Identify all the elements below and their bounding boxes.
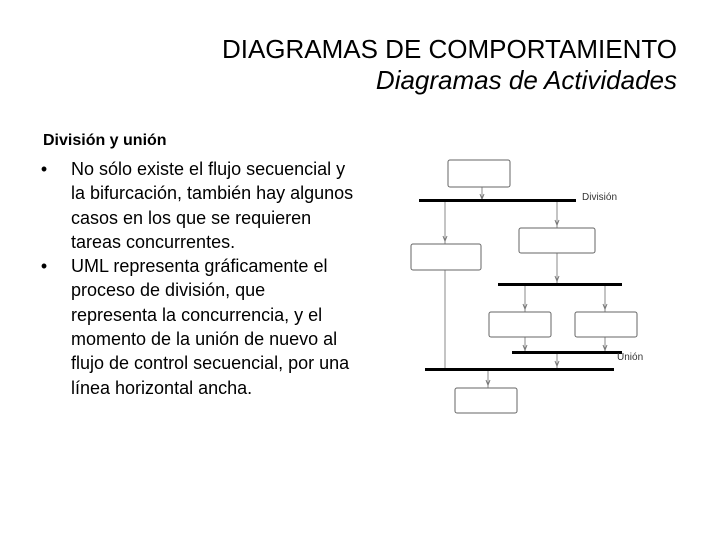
join-bar-secondary xyxy=(512,351,622,354)
activity-node-1 xyxy=(448,160,510,187)
join-bar xyxy=(425,368,614,371)
activity-node-6 xyxy=(455,388,517,413)
bullet-list xyxy=(34,157,354,400)
bullet-icon: • xyxy=(40,159,48,179)
activity-node-2 xyxy=(411,244,481,270)
bullet-text-1: No sólo existe el flujo secuencial y la bifurcación, también hay algunos casos en los que se requieren tareas concurrentes. xyxy=(71,159,354,252)
fork-label: División xyxy=(582,192,618,203)
section-heading: División y unión xyxy=(43,132,167,149)
bullet-item-2 xyxy=(34,254,354,400)
fork-bar-secondary xyxy=(498,283,622,286)
activity-node-4 xyxy=(489,312,551,337)
join-label: Unión xyxy=(617,352,644,363)
slide-title xyxy=(222,34,677,96)
bullet-icon: • xyxy=(40,256,48,277)
activity-node-5 xyxy=(575,312,637,337)
bullet-text-2: UML representa gráficamente el proceso de división, que representa la concurrencia, y el momento de la unión de nuevo al flujo de control secuencial, por una línea horizontal ancha. xyxy=(71,256,350,398)
title-line-1: DIAGRAMAS DE COMPORTAMIENTO xyxy=(221,34,677,64)
activity-diagram-svg xyxy=(395,150,665,420)
activity-node-3 xyxy=(519,228,595,253)
bullet-item-1 xyxy=(34,157,354,254)
activity-diagram xyxy=(395,150,665,420)
title-line-2: Diagramas de Actividades xyxy=(375,65,677,95)
fork-bar xyxy=(419,199,576,202)
